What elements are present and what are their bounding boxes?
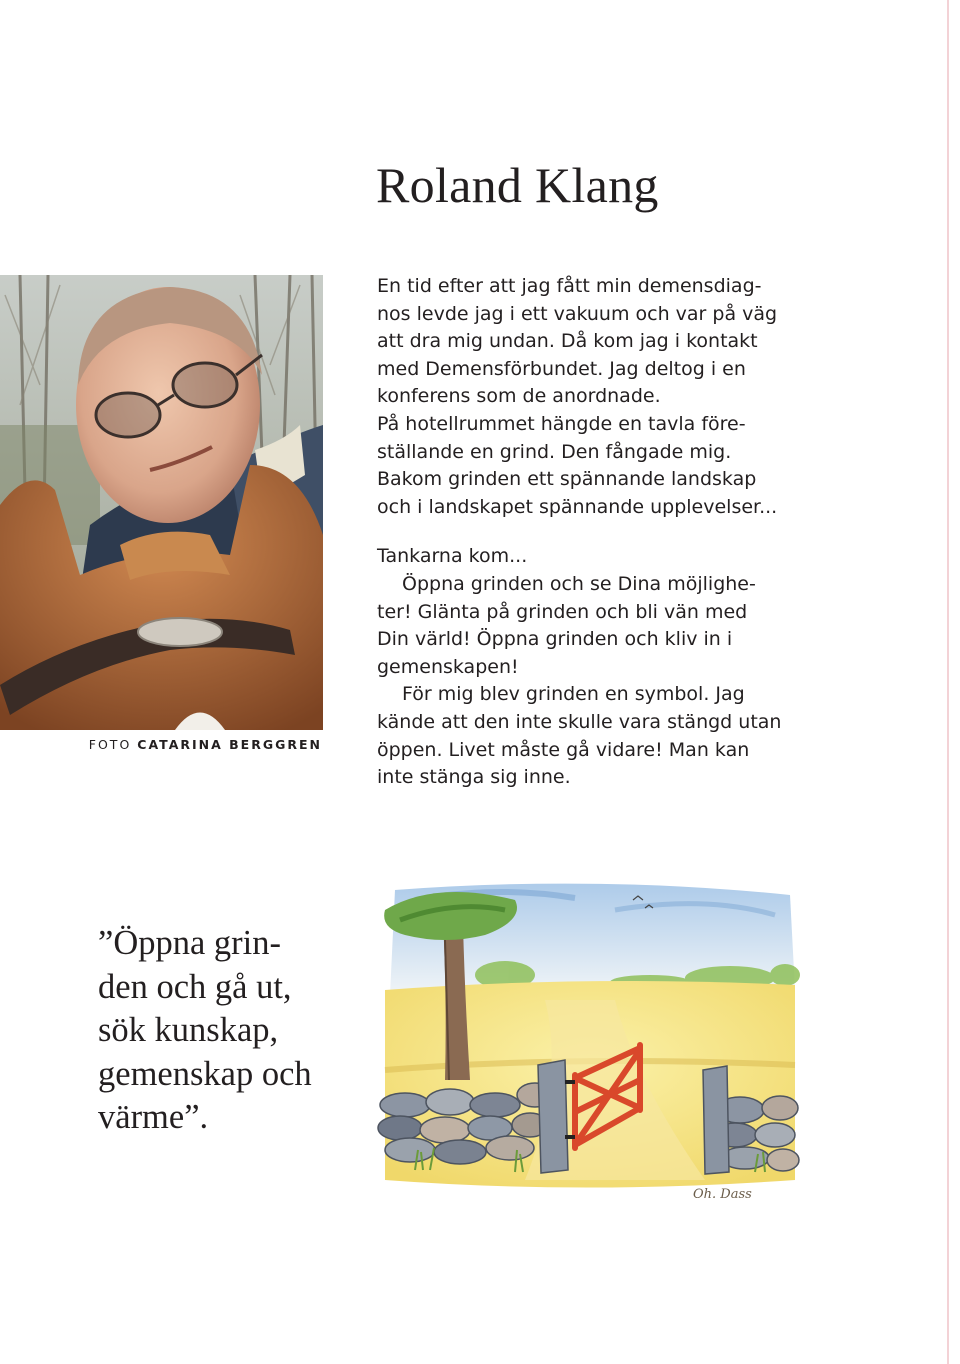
body-line: Tankarna kom... — [377, 545, 528, 568]
body-line: kände att den inte skulle vara stängd utan — [377, 710, 782, 733]
body-line: Bakom grinden ett spännande landskap — [377, 468, 757, 491]
body-line: öppen. Livet måste gå vidare! Man kan — [377, 738, 750, 761]
body-line: Öppna grinden och se Dina möjlighe- — [402, 572, 756, 595]
quote-line: den och gå ut, — [98, 967, 292, 1006]
body-line: inte stänga sig inne. — [377, 766, 571, 789]
body-line: nos levde jag i ett vakuum och var på väg — [377, 302, 778, 325]
portrait-illustration — [0, 275, 323, 730]
paragraph-gap — [377, 521, 937, 543]
pull-quote — [98, 922, 358, 1140]
painting-signature: Oh. Dass — [693, 1187, 752, 1202]
quote-line: gemenskap och — [98, 1054, 312, 1093]
body-line: med Demensförbundet. Jag deltog i en — [377, 357, 746, 380]
photo-credit-prefix: FOTO — [88, 737, 132, 752]
body-line: En tid efter att jag fått min demensdiag- — [377, 275, 762, 297]
body-line: ter! Glänta på grinden och bli vän med — [377, 600, 748, 623]
quote-line: sök kunskap, — [98, 1011, 279, 1049]
body-line: ställande en grind. Den fångade mig. — [377, 440, 732, 463]
article-body — [377, 273, 937, 792]
photo-credit — [0, 737, 322, 752]
portrait-photo — [0, 275, 323, 730]
gate-watercolor-painting — [375, 880, 805, 1210]
body-line: För mig blev grinden en symbol. Jag — [402, 683, 745, 706]
photo-credit-name: CATARINA BERGGREN — [137, 737, 322, 752]
body-line: konferens som de anordnade. — [377, 385, 661, 408]
body-line: gemenskapen! — [377, 655, 519, 678]
page-title: Roland Klang — [376, 157, 659, 213]
body-line: På hotellrummet hängde en tavla före- — [377, 412, 746, 435]
page-edge-line — [947, 0, 949, 1364]
body-line: att dra mig undan. Då kom jag i kontakt — [377, 330, 758, 353]
body-line: och i landskapet spännande upplevelser... — [377, 495, 778, 518]
gate-illustration — [375, 880, 805, 1210]
quote-line: ”Öppna grin- — [98, 924, 281, 962]
quote-line: värme”. — [98, 1098, 209, 1136]
body-line: Din värld! Öppna grinden och kliv in i — [377, 628, 733, 651]
